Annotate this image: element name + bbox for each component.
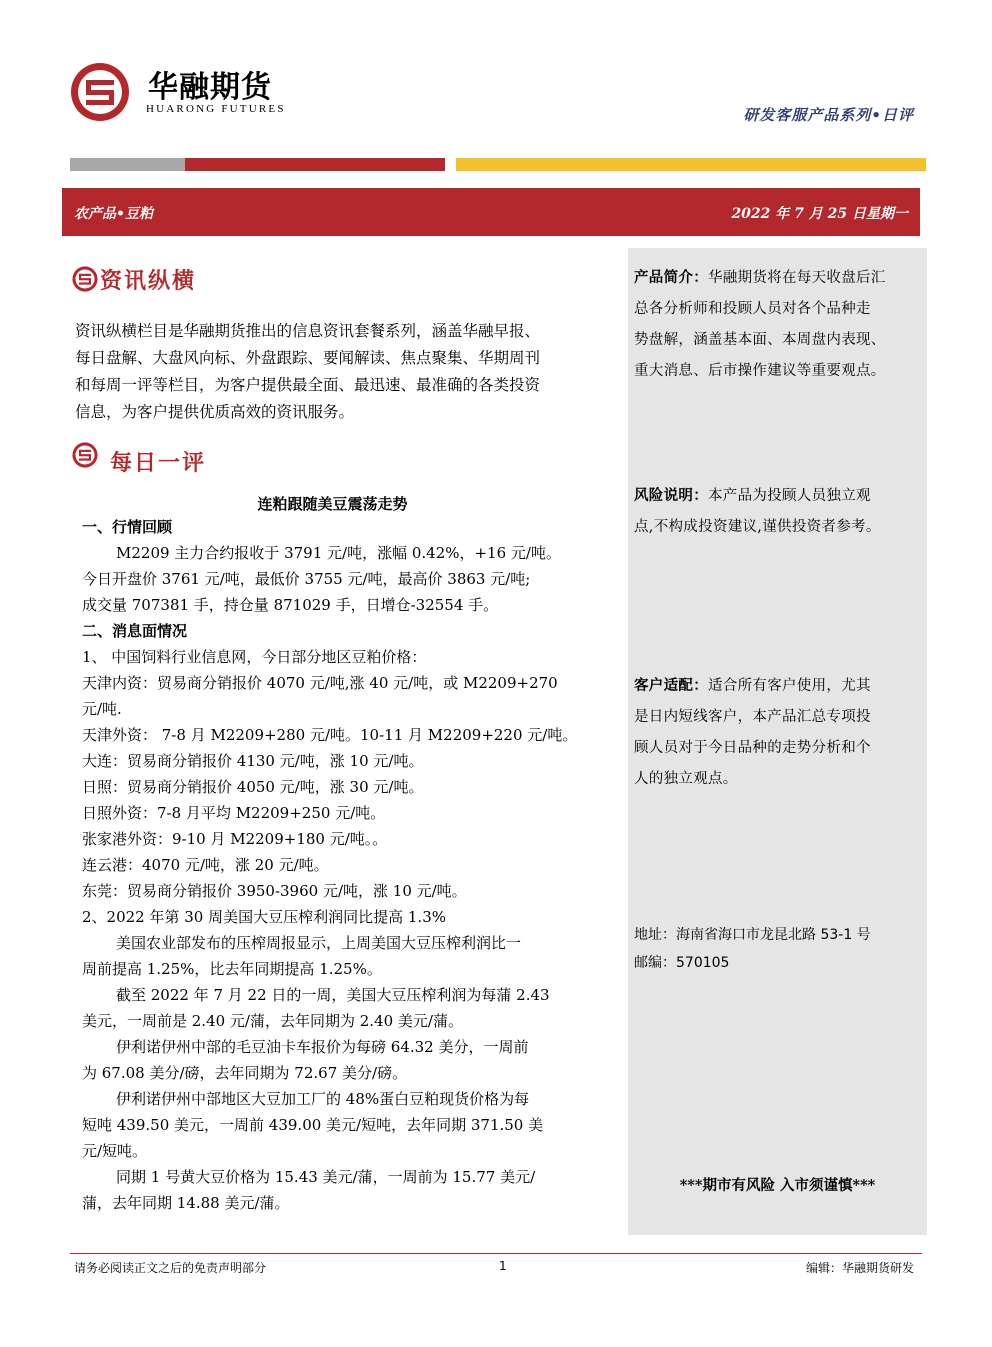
huarong-logo-icon: [70, 62, 130, 122]
article-line: 同期 1 号黄大豆价格为 15.43 美元/蒲，一周前为 15.77 美元/: [116, 1168, 536, 1186]
risk-note-line: 点,不构成投资建议,谨供投资者参考。: [634, 519, 881, 535]
section-title-news: 资讯纵横: [100, 268, 197, 294]
product-intro: [634, 262, 924, 387]
article-line: 天津外资： 7-8 月 M2209+280 元/吨。10-11 月 M2209+220 元/吨。: [82, 726, 578, 744]
brand-name-en: HUARONG FUTURES: [146, 103, 286, 115]
series-title: 研发客服产品系列•日评: [743, 106, 914, 124]
product-intro-label: 产品简介：: [634, 269, 708, 286]
article-line: 短吨 439.50 美元，一周前 439.00 美元/短吨，去年同期 371.50 美: [82, 1116, 544, 1134]
article-line: 截至 2022 年 7 月 22 日的一周，美国大豆压榨利润为每蒲 2.43: [116, 986, 550, 1004]
article-body: [82, 514, 597, 1216]
article-title: 连粕跟随美豆震荡走势: [257, 495, 408, 513]
footer-disclaimer: 请务必阅读正文之后的免责声明部分: [74, 1261, 267, 1275]
risk-warning: ***期市有风险 入市须谨慎***: [679, 1177, 876, 1194]
article-line: 日照：贸易商分销报价 4050 元/吨，涨 30 元/吨。: [82, 778, 424, 796]
postcode: 邮编：570105: [634, 955, 730, 971]
intro-line: 每日盘解、大盘风向标、外盘跟踪、要闻解读、焦点聚集、华期周刊: [75, 349, 541, 367]
article-line: 今日开盘价 3761 元/吨，最低价 3755 元/吨，最高价 3863 元/吨;: [82, 570, 531, 588]
footer-editor: 编辑：华融期货研发: [805, 1261, 914, 1275]
header-bar-red: [185, 158, 445, 171]
client-fit-line: 适合所有客户使用，尤其: [708, 678, 871, 694]
article-line: 元/短吨。: [82, 1142, 148, 1160]
product-intro-line: 重大消息、后市操作建议等重要观点。: [634, 363, 886, 379]
page-number: 1: [499, 1259, 507, 1273]
product-intro-line: 华融期货将在每天收盘后汇: [708, 270, 886, 286]
article-heading: 一、行情回顾: [82, 518, 173, 536]
article-line: 伊利诺伊州中部的毛豆油卡车报价为每磅 64.32 美分，一周前: [116, 1038, 529, 1056]
article-line: 美国农业部发布的压榨周报显示，上周美国大豆压榨利润比一: [116, 934, 522, 952]
article-line: 2、2022 年第 30 周美国大豆压榨利润同比提高 1.3%: [82, 908, 446, 926]
risk-note: [634, 480, 924, 543]
intro-line: 信息，为客户提供优质高效的资讯服务。: [75, 403, 355, 421]
sidebar: [628, 248, 927, 1235]
client-fit-line: 是日内短线客户，本产品汇总专项投: [634, 709, 871, 725]
category-band: [62, 188, 920, 236]
article-line: 周前提高 1.25%，比去年同期提高 1.25%。: [82, 960, 382, 978]
article-heading: 二、消息面情况: [82, 622, 188, 640]
huarong-logo-icon: [72, 442, 98, 468]
article-line: M2209 主力合约报收于 3791 元/吨，涨幅 0.42%，+16 元/吨。: [116, 544, 561, 562]
article-line: 伊利诺伊州中部地区大豆加工厂的 48%蛋白豆粕现货价格为每: [116, 1090, 530, 1108]
risk-note-label: 风险说明：: [634, 487, 708, 504]
footer-divider: [70, 1253, 922, 1254]
brand-name: 华融期货: [148, 70, 272, 105]
article-line: 连云港：4070 元/吨，涨 20 元/吨。: [82, 856, 329, 874]
section-title-daily: 每日一评: [110, 450, 207, 476]
address: 地址：海南省海口市龙昆北路 53-1 号: [634, 927, 871, 943]
client-fit-line: 顾人员对于今日品种的走势分析和个: [634, 740, 871, 756]
client-fit-label: 客户适配：: [634, 677, 708, 694]
article-line: 成交量 707381 手，持仓量 871029 手，日增仓-32554 手。: [82, 596, 499, 614]
client-fit-line: 人的独立观点。: [634, 771, 738, 787]
category-label: 农产品•豆粕: [74, 206, 153, 222]
header-bar-gray: [70, 158, 185, 171]
intro-line: 和每周一评等栏目，为客户提供最全面、最迅速、最准确的各类投资: [75, 376, 541, 394]
risk-note-line: 本产品为投顾人员独立观: [708, 488, 871, 504]
article-line: 张家港外资：9-10 月 M2209+180 元/吨。。: [82, 830, 388, 848]
article-line: 东莞：贸易商分销报价 3950-3960 元/吨，涨 10 元/吨。: [82, 882, 467, 900]
report-date: 2022 年 7 月 25 日星期一: [731, 206, 908, 222]
news-intro: [75, 318, 610, 426]
article-line: 日照外资：7-8 月平均 M2209+250 元/吨。: [82, 804, 386, 822]
article-line: 1、 中国饲料行业信息网，今日部分地区豆粕价格：: [82, 648, 427, 666]
article-line: 元/吨.: [82, 700, 122, 718]
huarong-logo-icon: [72, 266, 98, 292]
intro-line: 资讯纵横栏目是华融期货推出的信息资讯套餐系列，涵盖华融早报、: [75, 322, 541, 340]
product-intro-line: 势盘解，涵盖基本面、本周盘内表现、: [634, 332, 886, 348]
header-bar-yellow: [456, 158, 926, 171]
product-intro-line: 总各分析师和投顾人员对各个品种走: [634, 301, 871, 317]
article-line: 天津内资：贸易商分销报价 4070 元/吨,涨 40 元/吨，或 M2209+270: [82, 674, 558, 692]
article-line: 美元，一周前是 2.40 元/蒲，去年同期为 2.40 美元/蒲。: [82, 1012, 463, 1030]
article-line: 蒲，去年同期 14.88 美元/蒲。: [82, 1194, 290, 1212]
article-line: 为 67.08 美分/磅，去年同期为 72.67 美分/磅。: [82, 1064, 408, 1082]
article-line: 大连：贸易商分销报价 4130 元/吨，涨 10 元/吨。: [82, 752, 424, 770]
client-fit: [634, 670, 924, 795]
